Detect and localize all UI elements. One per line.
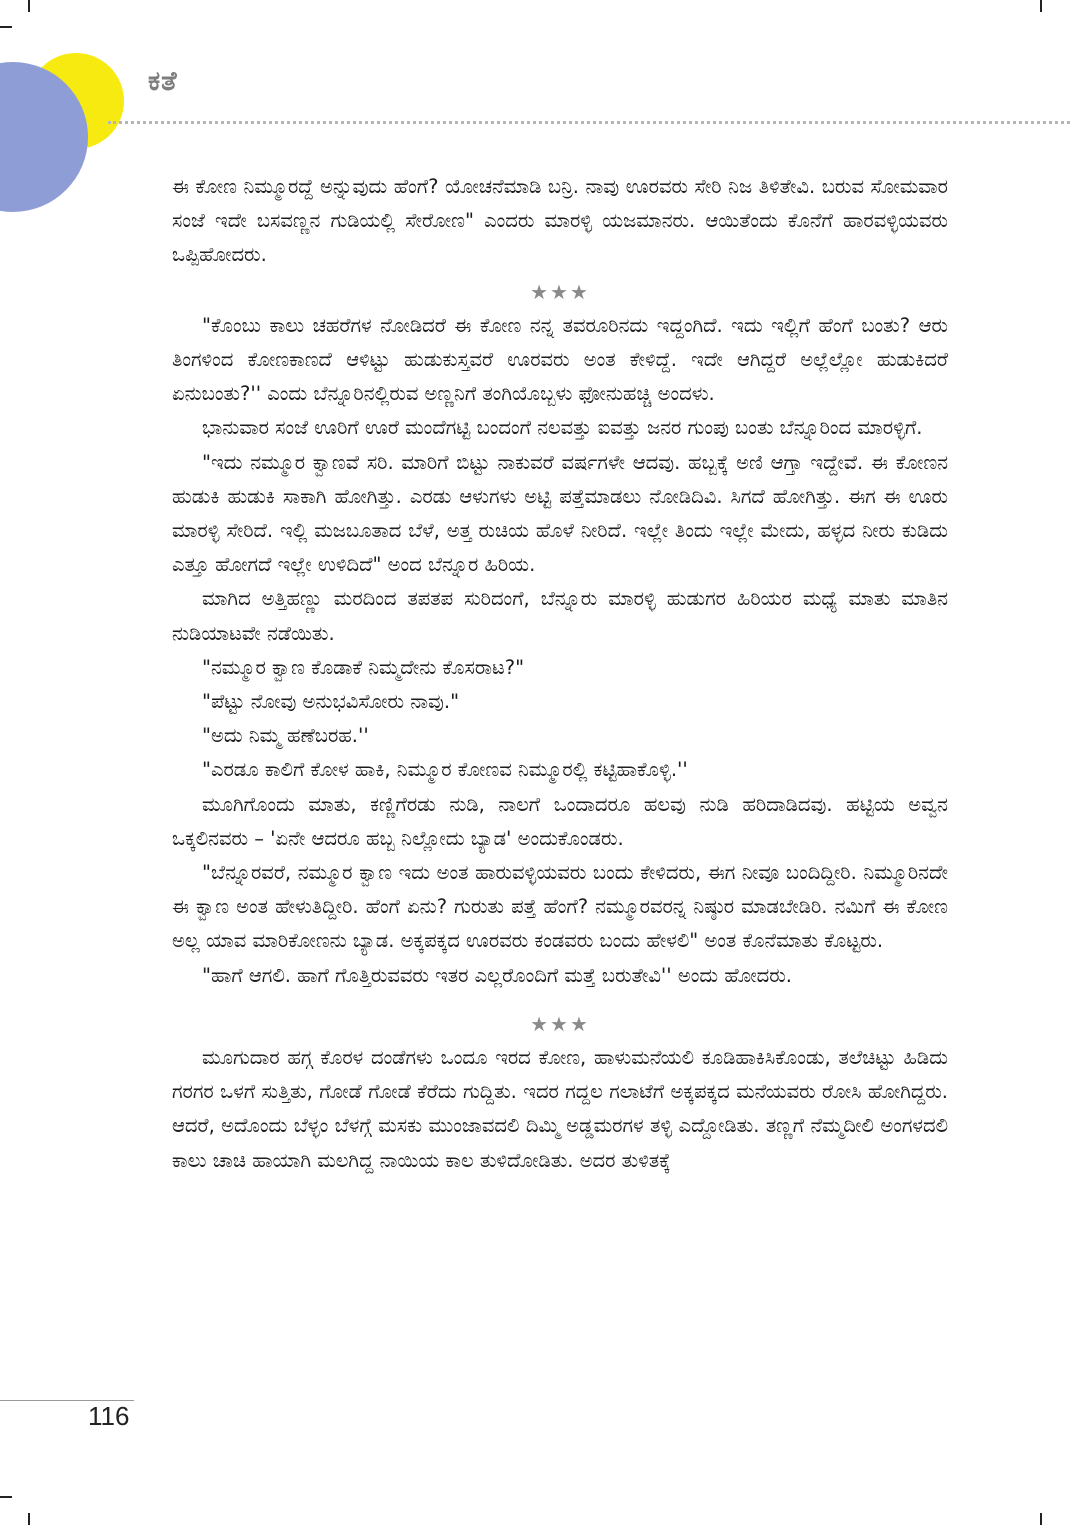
crop-mark <box>28 0 30 12</box>
dialogue-line: "ನಮ್ಮೂರ ಕ್ವಾಣ ಕೊಡಾಕೆ ನಿಮ್ಮದೇನು ಕೊಸರಾಟ?" <box>202 655 525 679</box>
paragraph: "ಇದು ನಮ್ಮೂರ ಕ್ವಾಣವೆ ಸರಿ. ಮಾರಿಗೆ ಬಿಟ್ಟು ನಾಕುವರೆ ವರ್ಷಗಳೇ ಆದವು. ಹಬ್ಬಕ್ಕೆ ಅಣಿ ಆಗ್ತಾ ಇದ್ದೇವೆ. ಈ ಕೋಣನ ಹುಡುಕಿ ಹುಡುಕಿ ಸಾಕಾಗಿ ಹೋಗಿತ್ತು. ಎರಡು ಆಳುಗಳು ಅಟ್ಟಿ ಪತ್ತೆಮಾಡಲು ನೋಡಿದಿವಿ. ಸಿಗದೆ ಹೋಗಿತ್ತು. ಈಗ ಈ ಊರು ಮಾರಳ್ಳಿ ಸೇರಿದೆ. ಇಲ್ಲಿ ಮಜಬೂತಾದ ಬೆಳೆ, ಅತ್ತ ರುಚಿಯ ಹೊಳೆ ನೀರಿದೆ. ಇಲ್ಲೇ ತಿಂದು ಇಲ್ಲೇ ಮೇದು, ಹಳ್ಳದ ನೀರು ಕುಡಿದು ಎತ್ತೂ ಹೋಗದೆ ಇಲ್ಲೇ ಉಳಿದಿದೆ" ಅಂದ ಬೆನ್ನೂರ ಹಿರಿಯ. <box>172 450 948 577</box>
crop-mark <box>28 1513 30 1525</box>
dialogue-line: "ಪೆಟ್ಟು ನೋವು ಅನುಭವಿಸೋರು ನಾವು." <box>202 690 460 714</box>
story-body <box>172 170 948 1178</box>
dialogue-line: "ಅದು ನಿಮ್ಮ ಹಣೆಬರಹ.'' <box>202 724 369 748</box>
header-dotted-divider <box>108 121 1070 124</box>
crop-mark <box>0 1496 12 1498</box>
paragraph: ಭಾನುವಾರ ಸಂಜೆ ಊರಿಗೆ ಊರೆ ಮಂದೆಗಟ್ಟಿ ಬಂದಂಗೆ ನಲವತ್ತು ಐವತ್ತು ಜನರ ಗುಂಪು ಬಂತು ಬೆನ್ನೂರಿಂದ ಮಾರಳ್ಳಿಗೆ. <box>202 416 923 440</box>
paragraph: ಈ ಕೋಣ ನಿಮ್ಮೂರದ್ದೆ ಅನ್ನುವುದು ಹೆಂಗೆ? ಯೋಚನೆಮಾಡಿ ಬನ್ರಿ. ನಾವು ಊರವರು ಸೇರಿ ನಿಜ ತಿಳಿತೇವಿ. ಬರುವ ಸೋಮವಾರ ಸಂಜೆ ಇದೇ ಬಸವಣ್ಣನ ಗುಡಿಯಲ್ಲಿ ಸೇರೋಣ" ಎಂದರು ಮಾರಳ್ಳಿ ಯಜಮಾನರು. ಆಯಿತೆಂದು ಕೊನೆಗೆ ಹಾರವಳ್ಳಿಯವರು ಒಪ್ಪಿಹೋದರು. <box>172 175 948 267</box>
paragraph: ಮೂಗುದಾರ ಹಗ್ಗ ಕೊರಳ ದಂಡೆಗಳು ಒಂದೂ ಇರದ ಕೋಣ, ಹಾಳುಮನೆಯಲಿ ಕೂಡಿಹಾಕಿಸಿಕೊಂಡು, ತಲೆಚಿಟ್ಟು ಹಿಡಿದು ಗರಗರ ಒಳಗೆ ಸುತ್ತಿತು, ಗೋಡೆ ಗೋಡೆ ಕೆರೆದು ಗುದ್ದಿತು. ಇದರ ಗದ್ದಲ ಗಲಾಟೆಗೆ ಅಕ್ಕಪಕ್ಕದ ಮನೆಯವರು ರೋಸಿ ಹೋಗಿದ್ದರು. ಆದರೆ, ಅದೊಂದು ಬೆಳ್ಳಂ ಬೆಳಗ್ಗೆ ಮಸಕು ಮುಂಜಾವದಲಿ ದಿಮ್ಮಿ ಅಡ್ಡಮರಗಳ ತಳ್ಳಿ ಎದ್ದೋಡಿತು. ತಣ್ಣಗೆ ನೆಮ್ಮದೀಲಿ ಅಂಗಳದಲಿ ಕಾಲು ಚಾಚಿ ಹಾಯಾಗಿ ಮಲಗಿದ್ದ ನಾಯಿಯ ಕಾಲ ತುಳಿದೋಡಿತು. ಅದರ ತುಳಿತಕ್ಕೆ <box>172 1046 948 1172</box>
paragraph: "ಬೆನ್ನೂರವರೆ, ನಮ್ಮೂರ ಕ್ವಾಣ ಇದು ಅಂತ ಹಾರುವಳ್ಳಿಯವರು ಬಂದು ಕೇಳಿದರು, ಈಗ ನೀವೂ ಬಂದಿದ್ದೀರಿ. ನಿಮ್ಮೂರಿನದೇ ಈ ಕ್ವಾಣ ಅಂತ ಹೇಳುತಿದ್ದೀರಿ. ಹೆಂಗೆ ಏನು? ಗುರುತು ಪತ್ತೆ ಹೆಂಗೆ? ನಮ್ಮೂರವರನ್ನ ನಿಷ್ಠುರ ಮಾಡಬೇಡಿರಿ. ನಮಿಗೆ ಈ ಕೋಣ ಅಲ್ಲ ಯಾವ ಮಾರಿಕೋಣನು ಬ್ಯಾಡ. ಅಕ್ಕಪಕ್ಕದ ಊರವರು ಕಂಡವರು ಬಂದು ಹೇಳಲಿ" ಅಂತ ಕೊನೆಮಾತು ಕೊಟ್ಟರು. <box>172 861 948 953</box>
section-separator: ★★★ <box>530 1011 590 1036</box>
crop-mark <box>0 26 12 28</box>
paragraph: "ಹಾಗೆ ಆಗಲಿ. ಹಾಗೆ ಗೊತ್ತಿರುವವರು ಇತರ ಎಲ್ಲರೊಂದಿಗೆ ಮತ್ತೆ ಬರುತೇವಿ'' ಅಂದು ಹೋದರು. <box>202 963 792 987</box>
paragraph: "ಕೊಂಬು ಕಾಲು ಚಹರೆಗಳ ನೋಡಿದರೆ ಈ ಕೋಣ ನನ್ನ ತವರೂರಿನದು ಇದ್ದಂಗಿದೆ. ಇದು ಇಲ್ಲಿಗೆ ಹೆಂಗೆ ಬಂತು? ಆರು ತಿಂಗಳಿಂದ ಕೋಣಕಾಣದೆ ಆಳಿಟ್ಟು ಹುಡುಕುಸ್ತವರೆ ಊರವರು ಅಂತ ಕೇಳಿದ್ದೆ. ಇದೇ ಆಗಿದ್ದರೆ ಅಲ್ಲೆಲ್ಲೋ ಹುಡುಕಿದರೆ ಏನುಬಂತು?'' ಎಂದು ಬೆನ್ನೂರಿನಲ್ಲಿರುವ ಅಣ್ಣನಿಗೆ ತಂಗಿಯೊಬ್ಬಳು ಫೋನುಹಚ್ಚಿ ಅಂದಳು. <box>172 313 948 406</box>
paragraph: ಮೂಗಿಗೊಂದು ಮಾತು, ಕಣ್ಣಿಗೆರಡು ನುಡಿ, ನಾಲಗೆ ಒಂದಾದರೂ ಹಲವು ನುಡಿ ಹರಿದಾಡಿದವು. ಹಟ್ಟಿಯ ಅವ್ವನ ಒಕ್ಕಲಿನವರು – 'ಏನೇ ಆದರೂ ಹಬ್ಬ ನಿಲ್ಲೋದು ಬ್ಯಾಡ' ಅಂದುಕೊಂಡರು. <box>172 792 948 850</box>
crop-mark <box>1040 1513 1042 1525</box>
dialogue-line: "ಎರಡೂ ಕಾಲಿಗೆ ಕೋಳ ಹಾಕಿ, ನಿಮ್ಮೂರ ಕೋಣವ ನಿಮ್ಮೂರಲ್ಲಿ ಕಟ್ಟಿಹಾಕೊಳ್ಳಿ.'' <box>202 758 688 782</box>
crop-mark <box>1040 0 1042 12</box>
page-number: 116 <box>88 1401 130 1431</box>
paragraph: ಮಾಗಿದ ಅತ್ತಿಹಣ್ಣು ಮರದಿಂದ ತಪತಪ ಸುರಿದಂಗೆ, ಬೆನ್ನೂರು ಮಾರಳ್ಳಿ ಹುಡುಗರ ಹಿರಿಯರ ಮಧ್ಯೆ ಮಾತು ಮಾತಿನ ನುಡಿಯಾಟವೇ ನಡೆಯಿತು. <box>172 587 948 645</box>
section-title: ಕತೆ <box>148 66 178 97</box>
section-separator: ★★★ <box>530 279 590 304</box>
